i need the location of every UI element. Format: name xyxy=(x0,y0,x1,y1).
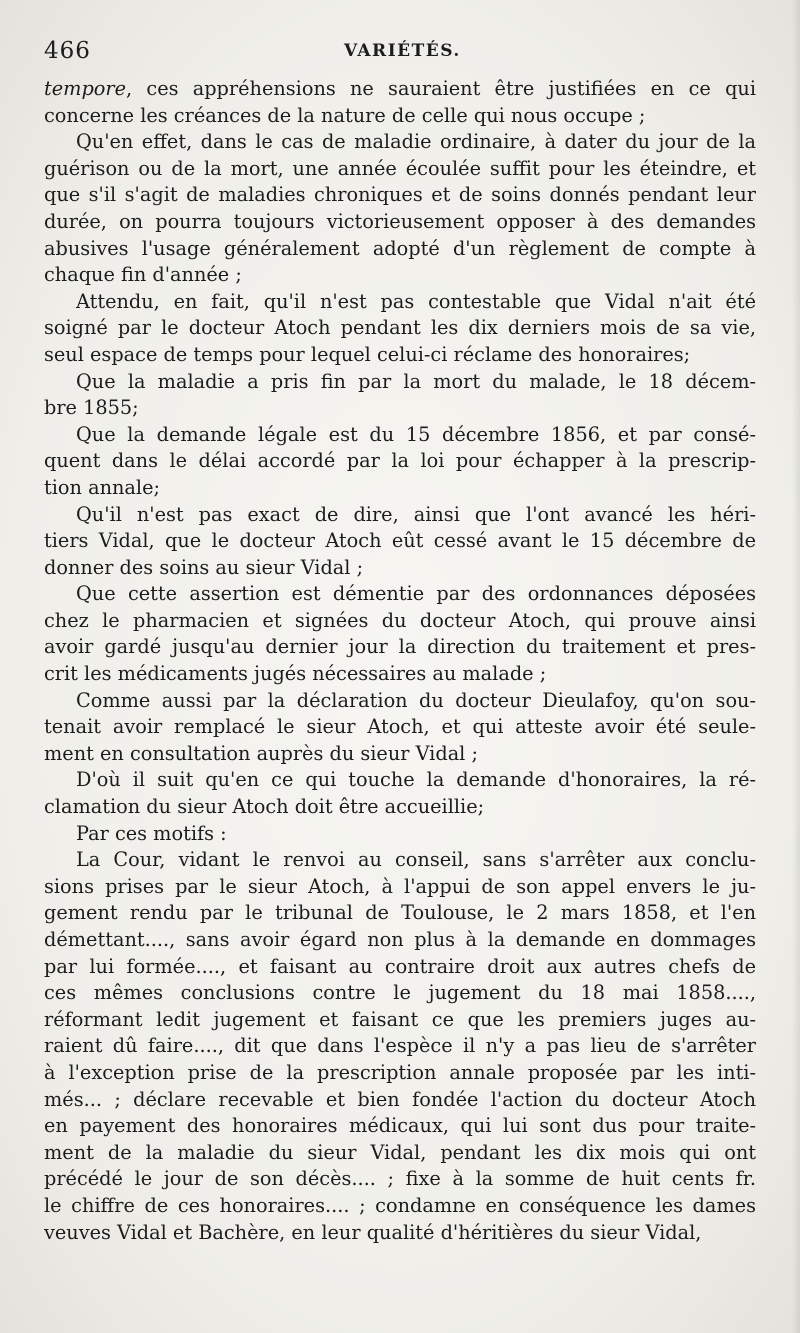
text-line: réformant ledit jugement et faisant ce que les premiers juges au- xyxy=(44,1007,756,1031)
text-line: Qu'en effet, dans le cas de maladie ordinaire, à dater du jour de la xyxy=(76,130,756,154)
paragraph xyxy=(44,688,756,768)
text-line: tion annale; xyxy=(44,475,160,499)
text-line: quent dans le délai accordé par la loi pour échapper à la prescrip- xyxy=(44,449,756,473)
text-line: tiers Vidal, que le docteur Atoch eût cessé avant le 15 décembre de xyxy=(44,529,756,553)
text-line: chez le pharmacien et signées du docteur Atoch, qui prouve ainsi xyxy=(44,608,756,632)
text-line: Que cette assertion est démentie par des ordonnances déposées xyxy=(76,582,756,606)
text-line: ment en consultation auprès du sieur Vidal ; xyxy=(44,741,478,765)
text-line: Que la maladie a pris fin par la mort du malade, le 18 décem- xyxy=(76,369,756,393)
paragraph xyxy=(44,76,756,129)
text-line: précédé le jour de son décès.... ; fixe à la somme de huit cents fr. xyxy=(44,1167,756,1191)
text-line: La Cour, vidant le renvoi au conseil, sans s'arrêter aux conclu- xyxy=(76,848,756,872)
text-line: le chiffre de ces honoraires.... ; condamne en conséquence les dames xyxy=(44,1193,756,1217)
text-line: chaque fin d'année ; xyxy=(44,263,242,287)
paragraph xyxy=(44,289,756,369)
text-line: sions prises par le sieur Atoch, à l'appui de son appel envers le ju- xyxy=(44,874,756,898)
running-head: VARIÉTÉS. xyxy=(344,41,461,61)
paragraph xyxy=(44,581,756,687)
text-line: Que la demande légale est du 15 décembre 1856, et par consé- xyxy=(76,422,756,446)
text-line: guérison ou de la mort, une année écoulée suffit pour les éteindre, et xyxy=(44,156,756,180)
text-line: avoir gardé jusqu'au dernier jour la direction du traitement et pres- xyxy=(44,635,756,659)
text-line: ment de la maladie du sieur Vidal, pendant les dix mois qui ont xyxy=(44,1140,756,1164)
text-line: soigné par le docteur Atoch pendant les dix derniers mois de sa vie, xyxy=(44,316,756,340)
paragraph xyxy=(44,821,756,848)
text-line: Par ces motifs : xyxy=(76,821,227,845)
text-line: Qu'il n'est pas exact de dire, ainsi que l'ont avancé les héri- xyxy=(76,502,756,526)
text-line: seul espace de temps pour lequel celui-ci réclame des honoraires; xyxy=(44,342,691,366)
page-number: 466 xyxy=(44,38,91,64)
page-edge-shadow xyxy=(792,0,800,1333)
paragraph xyxy=(44,767,756,820)
page-header xyxy=(44,38,754,64)
text-line: clamation du sieur Atoch doit être accueillie; xyxy=(44,795,485,819)
text-line: concerne les créances de la nature de celle qui nous occupe ; xyxy=(44,103,646,127)
text-line: crit les médicaments jugés nécessaires au malade ; xyxy=(44,662,547,686)
text-line: bre 1855; xyxy=(44,396,139,420)
paragraph xyxy=(44,422,756,502)
text-line: que s'il s'agit de maladies chroniques et de soins donnés pendant leur xyxy=(44,183,756,207)
paragraph xyxy=(44,847,756,1246)
paragraph xyxy=(44,369,756,422)
text-line: gement rendu par le tribunal de Toulouse, le 2 mars 1858, et l'en xyxy=(44,901,756,925)
text-line: donner des soins au sieur Vidal ; xyxy=(44,555,364,579)
text-line: en payement des honoraires médicaux, qui lui sont dus pour traite- xyxy=(44,1114,756,1138)
text-line: Comme aussi par la déclaration du docteur Dieulafoy, qu'on sou- xyxy=(76,688,756,712)
text-line: ces mêmes conclusions contre le jugement du 18 mai 1858...., xyxy=(44,981,756,1005)
text-line: démettant...., sans avoir égard non plus à la demande en dommages xyxy=(44,928,756,951)
text-line: Attendu, en fait, qu'il n'est pas contestable que Vidal n'ait été xyxy=(76,289,756,313)
text-line: més... ; déclare recevable et bien fondée l'action du docteur Atoch xyxy=(44,1087,756,1111)
paragraph xyxy=(44,129,756,289)
text-line: tempore, ces appréhensions ne sauraient être justifiées en ce qui xyxy=(44,77,756,100)
text-line: D'où il suit qu'en ce qui touche la demande d'honoraires, la ré- xyxy=(76,768,756,792)
paragraph xyxy=(44,502,756,582)
text-line: raient dû faire...., dit que dans l'espèce il n'y a pas lieu de s'arrêter xyxy=(44,1034,756,1058)
text-line: tenait avoir remplacé le sieur Atoch, et qui atteste avoir été seule- xyxy=(44,715,756,739)
body-text xyxy=(44,76,756,1246)
text-line: à l'exception prise de la prescription annale proposée par les inti- xyxy=(44,1060,756,1084)
text-line: durée, on pourra toujours victorieusement opposer à des demandes xyxy=(44,209,756,233)
text-line: veuves Vidal et Bachère, en leur qualité d'héritières du sieur Vidal, xyxy=(44,1220,702,1244)
text-line: par lui formée...., et faisant au contraire droit aux autres chefs de xyxy=(44,954,756,978)
italic-word: tempore xyxy=(44,77,127,100)
text-line: abusives l'usage généralement adopté d'un règlement de compte à xyxy=(44,236,756,260)
